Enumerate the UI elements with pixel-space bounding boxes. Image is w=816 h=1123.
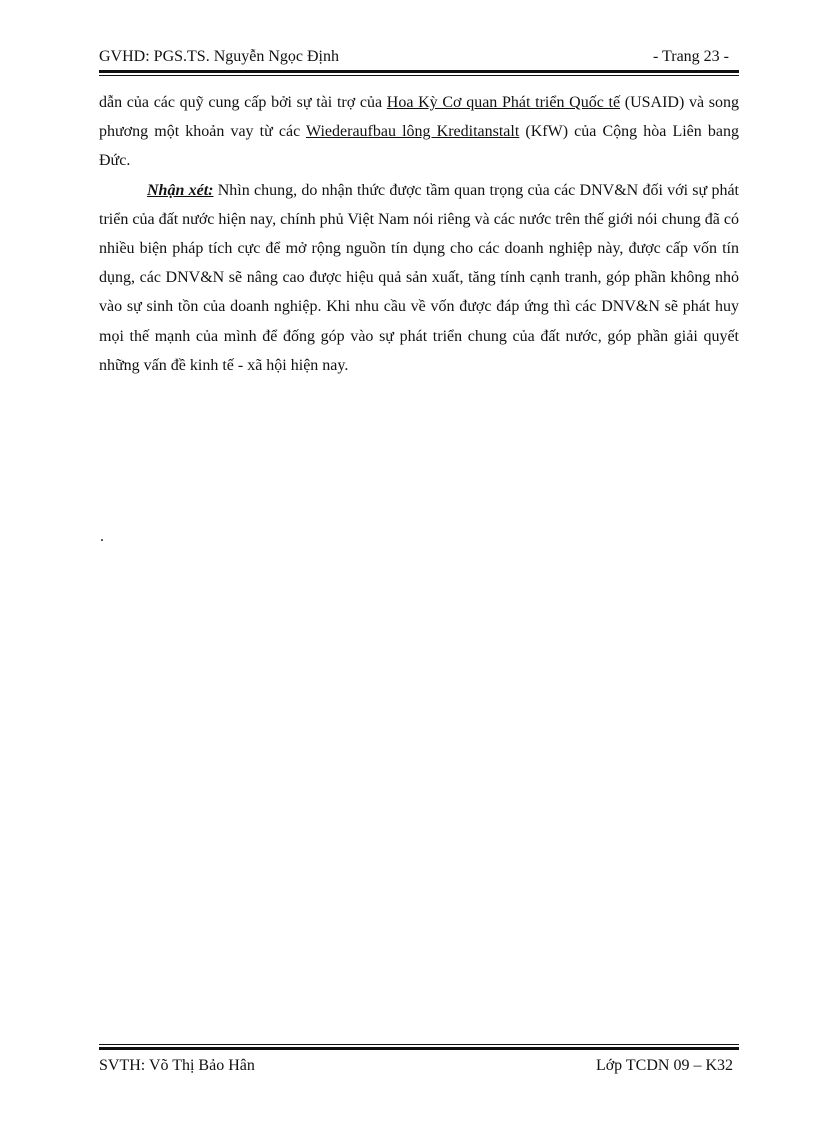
usaid-link[interactable]: Hoa Kỳ Cơ quan Phát triển Quốc tế: [386, 94, 621, 111]
page-footer: [99, 1057, 739, 1081]
paragraph-2: [99, 176, 739, 380]
remark-label: Nhận xét:: [147, 181, 214, 199]
stray-dot: .: [100, 528, 104, 545]
footer-class: Lớp TCDN 09 – K32: [595, 1057, 733, 1074]
header-rule-thin: [99, 75, 739, 76]
header-instructor: GVHD: PGS.TS. Nguyễn Ngọc Định: [99, 48, 339, 65]
p1-text-3: (KfW) của Cộng hòa Liên bang Đức.: [99, 123, 739, 170]
remark-text: Nhìn chung, do nhận thức được tầm quan trọng của các DNV&N đối với sự phát triển của đất nước hiện nay, chính phủ Việt Nam nói riêng và các nước trên thế giới nói chung đã có nhiều biện pháp tích cực để mở rộng nguồn tín dụng cho các doanh nghiệp này, được cấp vốn tín dụng, các DNV&N sẽ nâng cao được hiệu quả sản xuất, tăng tính cạnh tranh, góp phần không nhỏ vào sự sinh tồn của doanh nghiệp. Khi nhu cầu về vốn được đáp ứng thì các DNV&N sẽ phát huy mọi thế mạnh của mình để đống góp vào sự phát triển chung của đất nước, góp phần giải quyết những vấn đề kinh tế - xã hội hiện nay.: [99, 181, 739, 374]
page-header: [99, 46, 739, 70]
footer-student: SVTH: Võ Thị Bảo Hân: [99, 1057, 255, 1074]
p1-text-1: dẫn của các quỹ cung cấp bởi sự tài trợ của: [99, 94, 387, 111]
header-page-number: - Trang 23 -: [652, 48, 729, 65]
p1-text-2: (USAID) và song phương một khoản vay từ các: [99, 94, 740, 141]
paragraph-1: [99, 88, 739, 176]
footer-rule-thin: [99, 1044, 739, 1045]
kfw-link[interactable]: Wiederaufbau lông Kreditanstalt: [306, 123, 520, 141]
body-content: [99, 88, 739, 380]
header-rule-thick: [99, 70, 739, 73]
footer-rule-thick: [99, 1047, 739, 1050]
